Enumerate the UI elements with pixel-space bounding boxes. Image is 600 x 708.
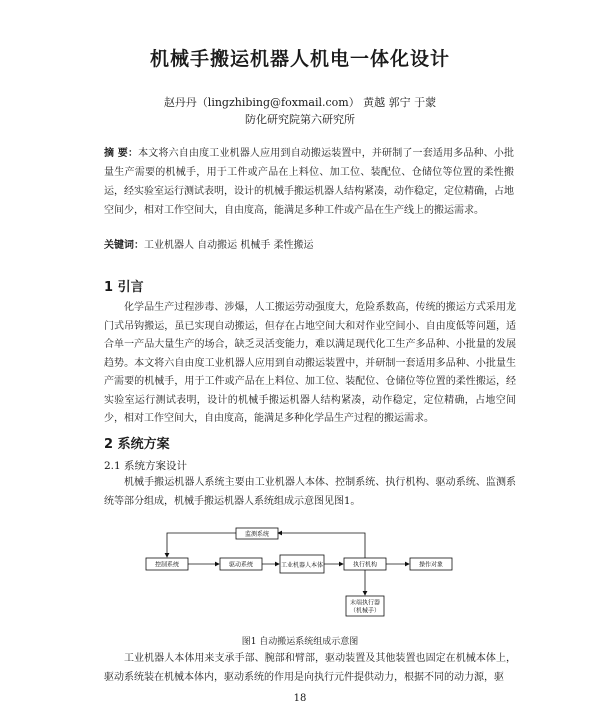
abstract-block [104, 144, 514, 220]
section2-paragraph-1: 机械手搬运机器人系统主要由工业机器人本体、控制系统、执行机构、驱动系统、监测系统等部分组成，机械手搬运机器人系统组成示意图见图1。 [104, 477, 516, 507]
control-label: 控制系统 [154, 561, 180, 569]
keywords-block [104, 238, 514, 254]
system-diagram [140, 520, 480, 628]
author-line: 赵丹丹（lingzhibing@foxmail.com） 黄越 郭宁 于蒙 [163, 96, 437, 109]
monitor-label: 监测系统 [244, 531, 270, 538]
robot-label: 工业机器人本体 [280, 562, 324, 569]
gripper-label-line2: （机械手） [349, 607, 381, 615]
section1-heading: 1 引言 [104, 280, 144, 295]
page-number: 18 [293, 693, 307, 704]
keywords-label: 关键词： [104, 240, 144, 251]
section2-1-heading: 2.1 系统方案设计 [104, 460, 188, 472]
gripper-label-line1: 末端执行器 [349, 599, 381, 607]
keywords-text: 工业机器人 自动搬运 机械手 柔性搬运 [144, 240, 314, 251]
paper-title: 机械手搬运机器人机电一体化设计 [149, 48, 450, 70]
workpiece-label: 操作对象 [418, 561, 444, 569]
figure-caption: 图1 自动搬运系统组成示意图 [241, 637, 359, 647]
actuator-label: 执行机构 [352, 561, 378, 569]
section2-heading: 2 系统方案 [104, 437, 170, 452]
abstract-label: 摘 要： [104, 148, 139, 159]
affiliation-line: 防化研究院第六研究所 [245, 113, 355, 126]
abstract-text: 本文将六自由度工业机器人应用到自动搬运装置中，并研制了一套适用多品种、小批量生产需要的机械手，用于工件或产品在上料位、加工位、装配位、仓储位等位置的柔性搬运，经实验室运行测试表明，设计的机械手搬运机器人结构紧凑，动作稳定，定位精确，占地空间少，相对工作空间大，自由度高，能满足多种工件或产品在生产线上的搬运需求。 [104, 148, 515, 216]
section1-paragraph: 化学品生产过程涉毒、涉爆，人工搬运劳动强度大，危险系数高，传统的搬运方式采用龙门式吊钩搬运，虽已实现自动搬运，但存在占地空间大和对作业空间小、自由度低等问题，适合单一产品大量生产的场合，缺乏灵活变能力，难以满足现代化工生产多品种、小批量的发展趋势。本文将六自由度工业机器人应用到自动搬运装置中，并研制一套适用多品种、小批量生产需要的机械手，用于工件或产品在上料位、加工位、装配位、仓储位等位置的柔性搬运，经实验室运行测试表明，设计的机械手搬运机器人结构紧凑，动作稳定，定位精确，占地空间少，相对工作空间大，自由度高，能满足多种化学品生产过程的搬运需求。 [104, 302, 516, 424]
section2-paragraph-2: 工业机器人本体用来支承手部、腕部和臂部，驱动装置及其他装置也固定在机械本体上，驱动系统装在机械本体内，驱动系统的作用是向执行元件提供动力，根据不同的动力源，驱 [104, 653, 516, 683]
drive-label: 驱动系统 [228, 561, 254, 569]
